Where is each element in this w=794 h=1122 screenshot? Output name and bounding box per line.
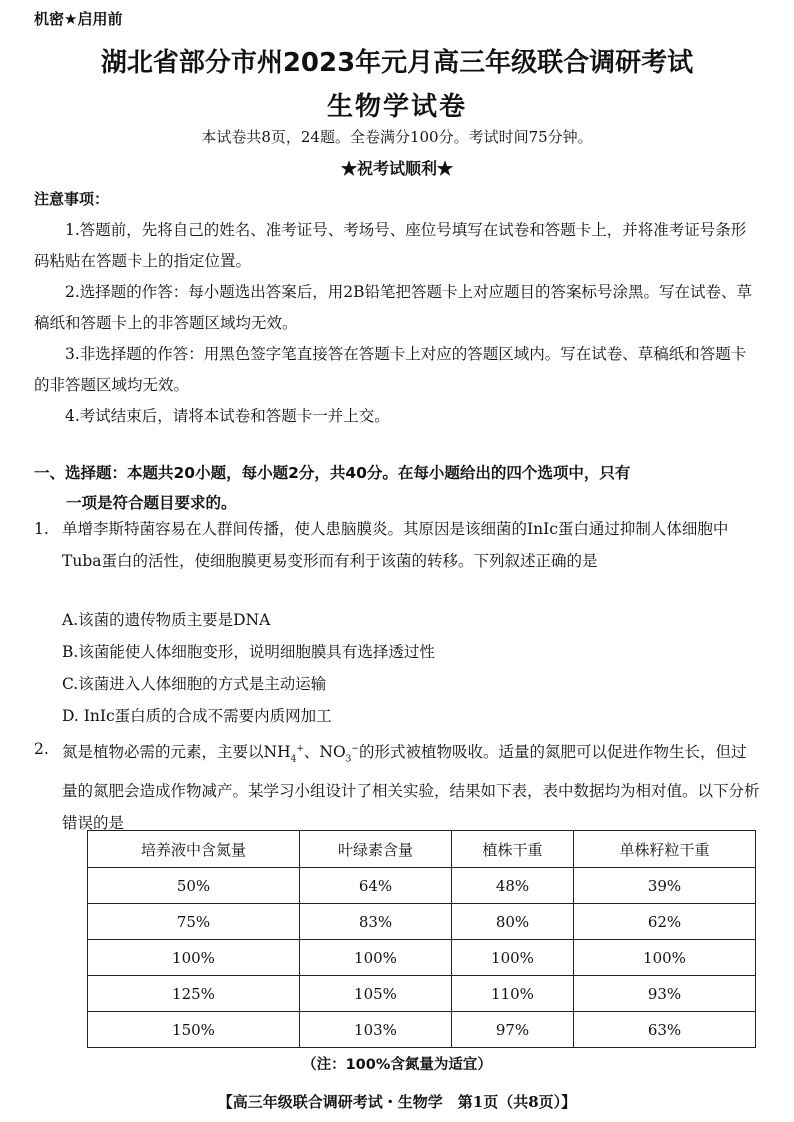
notice-item: 3.非选择题的作答：用黑色签字笔直接答在答题卡上对应的答题区域内。写在试卷、草稿纸和答题卡的非答题区域均无效。 [34,345,747,394]
question-2 [34,733,760,839]
column-header: 培养液中含氮量 [88,831,300,868]
table-cell: 100% [573,940,755,976]
table-row [88,904,756,940]
question-1 [34,513,760,577]
section-heading-line1: 一、选择题：本题共20小题，每小题2分，共40分。在每小题给出的四个选项中，只有 [34,464,631,482]
table-cell: 110% [451,976,573,1012]
table-cell: 103% [299,1012,451,1048]
notice-item: 4.考试结束后，请将本试卷和答题卡一并上交。 [65,407,390,425]
table-cell: 64% [299,868,451,904]
stem-part: 、NO [303,743,346,762]
page-footer: 【高三年级联合调研考试・生物学 第1页（共8页）】 [217,1093,577,1111]
table-cell: 63% [573,1012,755,1048]
ion-charge: + [296,744,304,754]
exam-title: 湖北省部分市州2023年元月高三年级联合调研考试 [100,48,694,78]
exam-subject: 生物学试卷 [326,92,467,122]
table-cell: 125% [88,976,300,1012]
table-cell: 97% [451,1012,573,1048]
notice-heading: 注意事项： [34,190,110,208]
section-heading [34,458,760,518]
table-cell: 105% [299,976,451,1012]
stem-part: 的形式被植物吸收。适量的氮肥可以促进作物生长，但过量的氮肥会造成作物减产。某学习小组设计了相关实验，结果如下表，表中数据均为相对值。以下分析错误的是 [62,743,760,833]
table-row [88,976,756,1012]
option-d: D. InIc蛋白质的合成不需要内质网加工 [62,707,332,725]
table-cell: 100% [451,940,573,976]
option-a: A.该菌的遗传物质主要是DNA [62,611,271,629]
question-number: 2. [34,740,49,758]
question-stem: 单增李斯特菌容易在人群间传播，使人患脑膜炎。其原因是该细菌的InIc蛋白通过抑制人体细胞中Tuba蛋白的活性，使细胞膜更易变形而有利于该菌的转移。下列叙述正确的是 [62,520,729,570]
exam-meta: 本试卷共8页，24题。全卷满分100分。考试时间75分钟。 [201,128,593,146]
table-cell: 62% [573,904,755,940]
data-table [87,830,756,1048]
table-cell: 48% [451,868,573,904]
column-header: 单株籽粒干重 [573,831,755,868]
confidential-label: 机密★启用前 [34,10,123,28]
table-row [88,868,756,904]
ion-subscript: 4 [290,754,297,765]
table-cell: 75% [88,904,300,940]
table-cell: 100% [299,940,451,976]
column-header: 叶绿素含量 [299,831,451,868]
table-cell: 39% [573,868,755,904]
table-cell: 83% [299,904,451,940]
notice-item: 1.答题前，先将自己的姓名、准考证号、考场号、座位号填写在试卷和答题卡上，并将准考证号条形码粘贴在答题卡上的指定位置。 [34,221,747,270]
table-cell: 150% [88,1012,300,1048]
table-row [88,940,756,976]
table-cell: 50% [88,868,300,904]
table-cell: 100% [88,940,300,976]
column-header: 植株干重 [451,831,573,868]
notice-item: 2.选择题的作答：每小题选出答案后，用2B铅笔把答题卡上对应题目的答案标号涂黑。写在试卷、草稿纸和答题卡上的非答题区域均无效。 [34,283,753,332]
table-note: （注：100%含氮量为适宜） [302,1057,492,1073]
ion-charge: − [351,744,359,754]
table-cell: 93% [573,976,755,1012]
option-b: B.该菌能使人体细胞变形，说明细胞膜具有选择透过性 [62,643,435,661]
stem-part: 氮是植物必需的元素，主要以NH [62,743,291,762]
table-cell: 80% [451,904,573,940]
question-stem [34,733,760,839]
table-header-row [88,831,756,868]
table-row [88,1012,756,1048]
question-number: 1. [34,520,49,538]
ion-subscript: 3 [345,754,352,765]
blessing: ★祝考试顺利★ [340,159,453,178]
section-heading-line2: 一项是符合题目要求的。 [66,494,237,512]
option-c: C.该菌进入人体细胞的方式是主动运输 [62,675,327,693]
